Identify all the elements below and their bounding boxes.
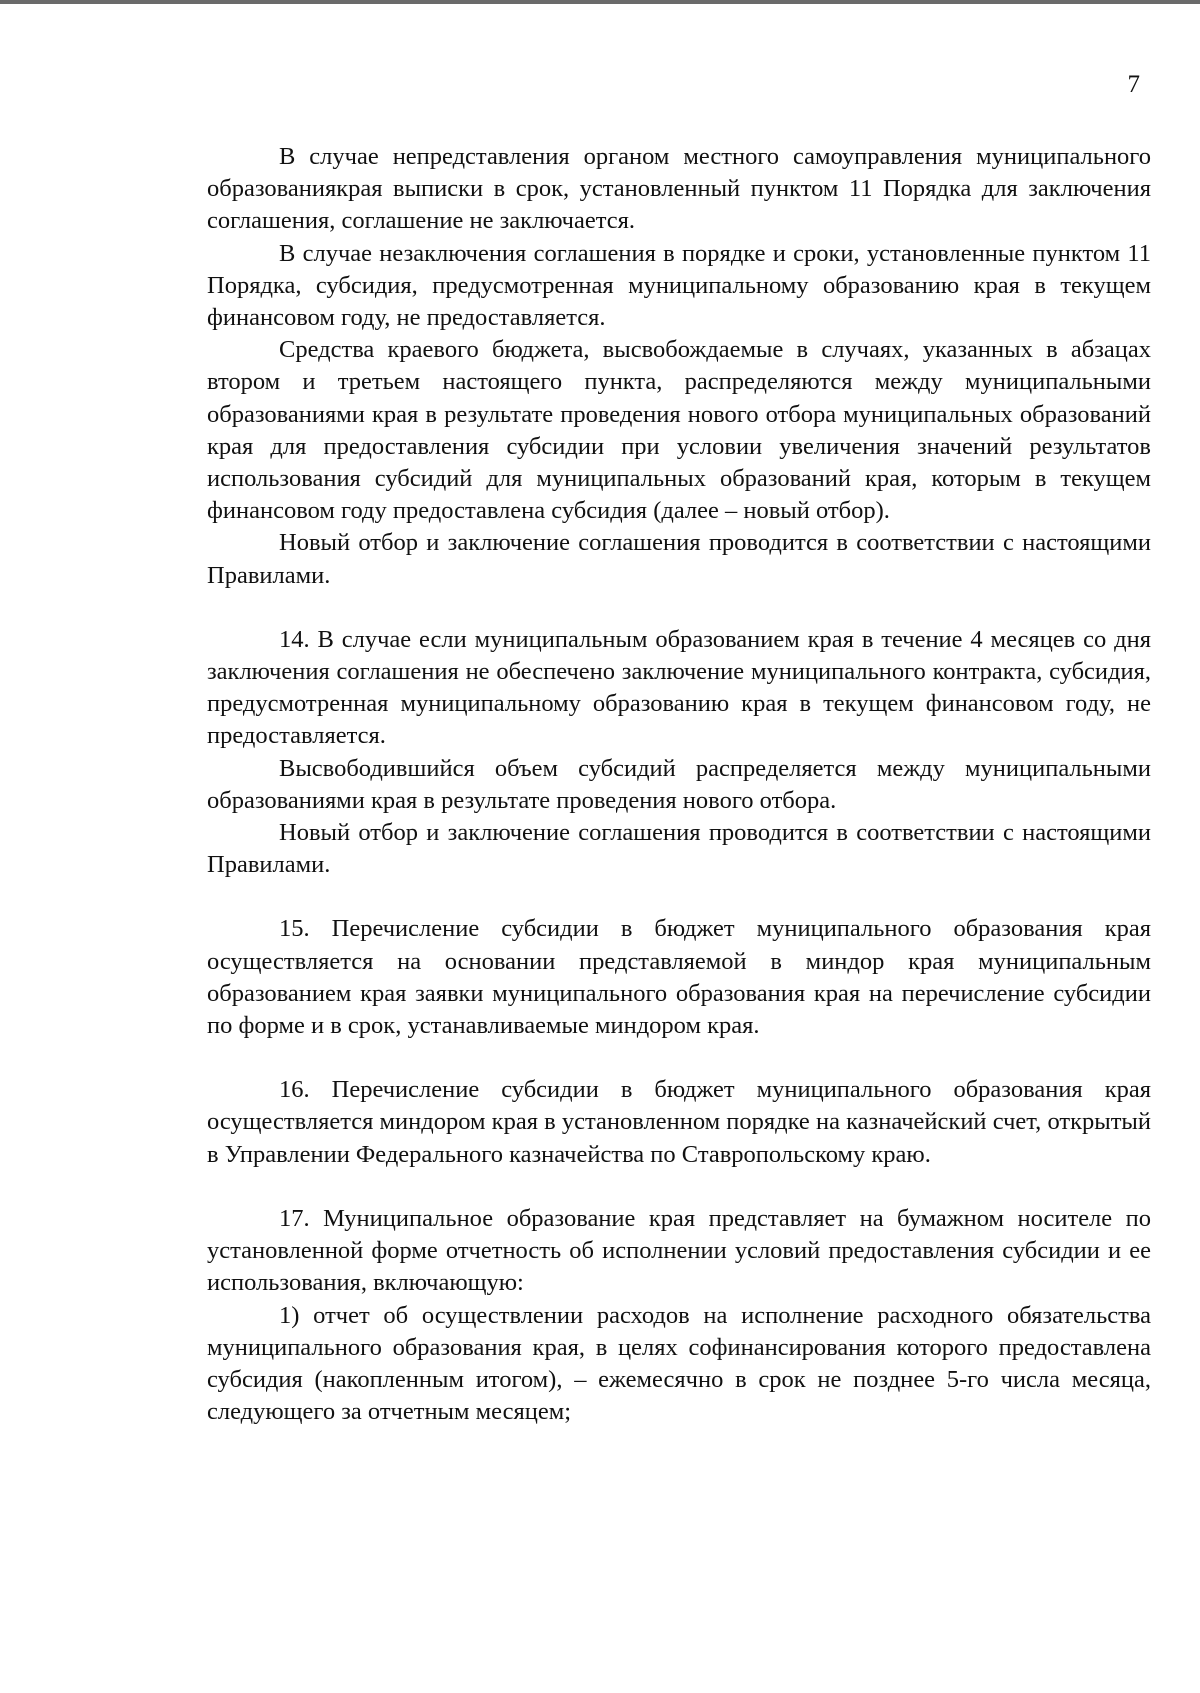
paragraph-redistribution: Средства краевого бюджета, высвобождаемые в случаях, указанных в абзацах втором и третьем настоящего пункта, распределяются между муниципальными образованиями края в результате проведения нового отбора муниципальных образований края для предоставления субсидии при условии увеличения значений результатов использования субсидий для муниципальных образований края, которым в текущем финансовом году предоставлена субсидия (далее – новый отбор).: [207, 336, 1151, 525]
paragraph-item-14: 14. В случае если муниципальным образованием края в течение 4 месяцев со дня заключения соглашения не обеспечено заключение муниципального контракта, субсидия, предусмотренная муниципальному образованию края в текущем финансовом году, не предоставляется.: [207, 625, 1151, 750]
paragraph-nonconclusion: В случае незаключения соглашения в порядке и сроки, установленные пунктом 11 Порядка, субсидия, предусмотренная муниципальному образованию края в текущем финансовом году, не предоставляется.: [207, 239, 1151, 332]
scan-top-edge: [0, 0, 1200, 4]
paragraph-new-selection: Новый отбор и заключение соглашения проводится в соответствии с настоящими Правилами.: [207, 529, 1151, 589]
paragraph-released-volume: Высвободившийся объем субсидий распределяется между муниципальными образованиями края в результате проведения нового отбора.: [207, 754, 1151, 814]
paragraph-item-17-subitem-1: 1) отчет об осуществлении расходов на исполнение расходного обязательства муниципального образования края, в целях софинансирования которого предоставлена субсидия (накопленным итогом), – ежемесячно в срок не позднее 5-го числа месяца, следующего за отчетным месяцем;: [207, 1301, 1151, 1426]
paragraph-item-16: 16. Перечисление субсидии в бюджет муниципального образования края осуществляется миндором края в установленном порядке на казначейский счет, открытый в Управлении Федерального казначейства по Ставропольскому краю.: [207, 1076, 1151, 1168]
paragraph-nonsubmission: В случае непредставления органом местного самоуправления муниципального образованиякрая выписки в срок, установленный пунктом 11 Порядка для заключения соглашения, соглашение не заключается.: [207, 143, 1151, 235]
paragraph-new-selection-2: Новый отбор и заключение соглашения проводится в соответствии с настоящими Правилами.: [207, 819, 1151, 879]
paragraph-item-17: 17. Муниципальное образование края представляет на бумажном носителе по установленной форме отчетность об исполнении условий предоставления субсидии и ее использования, включающую:: [207, 1204, 1151, 1297]
document-body: [207, 141, 1151, 1428]
page-number: 7: [1127, 71, 1140, 98]
paragraph-item-15: 15. Перечисление субсидии в бюджет муниципального образования края осуществляется на основании представляемой в миндор края муниципальным образованием края заявки муниципального образования края на перечисление субсидии по форме и в срок, устанавливаемые миндором края.: [207, 915, 1151, 1040]
